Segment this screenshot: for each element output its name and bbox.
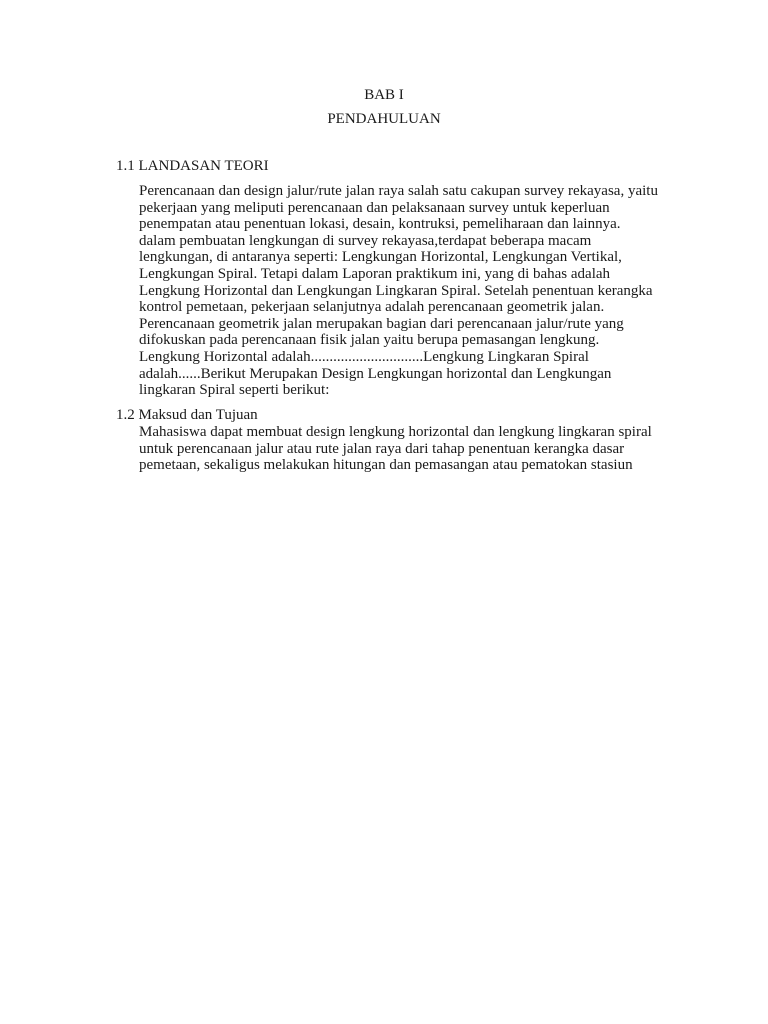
paragraph-line: pemetaan, sekaligus melakukan hitungan dan pemasangan atau pematokan stasiun [139,457,633,474]
paragraph-line: untuk perencanaan jalur atau rute jalan raya dari tahap penentuan kerangka dasar [139,440,625,457]
paragraph-line: kontrol pemetaan, pekerjaan selanjutnya adalah perencanaan geometrik jalan. [139,299,605,316]
section-body-maksud-dan-tujuan [139,424,699,474]
paragraph-line: Mahasiswa dapat membuat design lengkung horizontal dan lengkung lingkaran spiral [139,424,652,440]
paragraph-line: lengkungan, di antaranya seperti: Lengkungan Horizontal, Lengkungan Vertikal, [139,249,622,266]
paragraph-line: penempatan atau penentuan lokasi, desain, kontruksi, pemeliharaan dan lainnya. [139,216,621,233]
paragraph-line: pekerjaan yang meliputi perencanaan dan pelaksanaan survey untuk keperluan [139,199,610,216]
paragraph-line: dalam pembuatan lengkungan di survey rekayasa,terdapat beberapa macam [139,232,592,249]
paragraph-line: Lengkung Horizontal adalah..............................Lengkung Lingkaran Spiral [139,348,589,365]
chapter-title: PENDAHULUAN [327,111,441,127]
paragraph-line: lingkaran Spiral seperti berikut: [139,382,330,399]
paragraph-line: adalah......Berikut Merupakan Design Lengkungan horizontal dan Lengkungan [139,365,612,382]
paragraph-line: Perencanaan geometrik jalan merupakan bagian dari perencanaan jalur/rute yang [139,315,624,332]
chapter-number: BAB I [364,87,404,103]
paragraph-line: Perencanaan dan design jalur/rute jalan raya salah satu cakupan survey rekayasa, yaitu [139,183,658,199]
section-heading-landasan-teori: 1.1 LANDASAN TEORI [116,158,269,174]
section-heading-maksud-dan-tujuan: 1.2 Maksud dan Tujuan [116,407,258,423]
paragraph-line: difokuskan pada perencanaan fisik jalan yaitu berupa pemasangan lengkung. [139,332,600,349]
paragraph-line: Lengkungan Spiral. Tetapi dalam Laporan praktikum ini, yang di bahas adalah [139,265,611,282]
paragraph-line: Lengkung Horizontal dan Lengkungan Lingkaran Spiral. Setelah penentuan kerangka [139,282,653,299]
section-body-landasan-teori [139,183,699,399]
